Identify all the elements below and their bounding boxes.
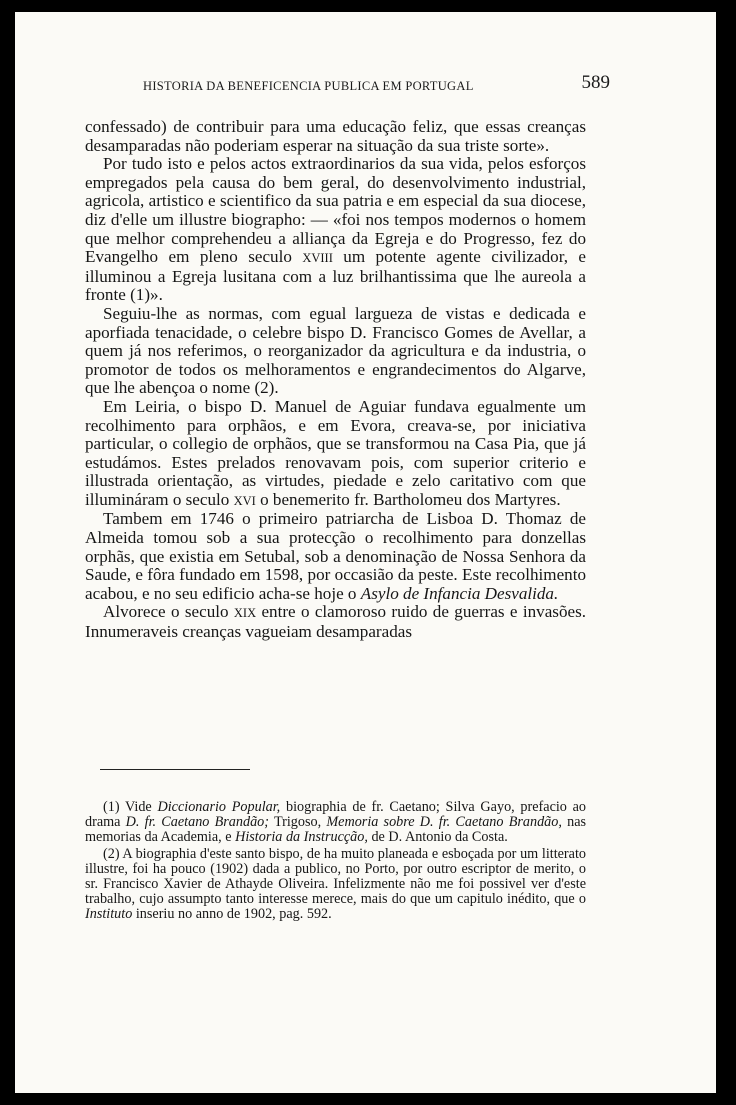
footnote-citation: D. fr. Caetano Brandão; [125,814,269,831]
paragraph-3-text: Seguiu-lhe as normas, com egual largueza de vistas e dedicada e aporfiada tenacidade, o celebre bispo D. Francisco Gomes de Avellar, a quem já nos referimos, o reorganizador da agricultura e da industria, o promotor de todos os melhoramentos e engrandecimentos do Algarve, que lhe abençoa o nome (2). [85,303,586,398]
footnote-citation: Diccionario Popular, [157,799,281,815]
paragraph-2-text-b: um potente agente civilizador, e illuminou a Egreja lusitana com a luz brilhantissima que lhe aureola a fronte (1)». [85,247,586,305]
paragraph-4 [85,398,586,511]
footnote-text: (1) Vide [103,799,152,815]
footnote-citation: Memoria sobre D. fr. Caetano Brandão, [326,814,562,831]
century-numeral: XIX [233,606,257,621]
paragraph-6-text-b: entre o clamoroso ruido de guerras e invasões. Innumeraveis creanças vagueiam desamparadas [85,602,586,642]
century-numeral: XVIII [302,251,333,266]
paragraph-4-text-b: o benemerito fr. Bartholomeu dos Martyres. [260,489,561,509]
footnote-text: Trigoso, [273,814,322,831]
paragraph-1-text: confessado) de contribuir para uma educação feliz, que essas creanças desamparadas não poderiam esperar na situação da sua triste sorte». [85,117,586,155]
footnote-text: (2) A biographia d'este santo bispo, de ha muito planeada e esboçada por um litterato illustre, foi ha pouco (1902) dada a publico, no Porto, por outro escriptor de merito, o sr. Francisco Xavier de Athayde Oliveira. Infelizmente não me foi possivel ver d'este trabalho, cujo assumpto tanto interesse merece, mais do que um capitulo inédito, que o [85,845,586,908]
footnote-divider [100,769,250,770]
footnote-citation: Instituto [85,906,133,923]
footnote-text: biographia de fr. Caetano; Silva Gayo, prefacio ao drama [85,799,587,831]
paragraph-4-text-a: Em Leiria, o bispo D. Manuel de Aguiar fundava egualmente um recolhimento para orphãos, e em Evora, creava-se, por iniciativa particular, o collegio de orphãos, que se transformou na Casa Pia, que já estudámos. Estes prelados renovavam pois, com superior criterio e illustrada orientação, as virtudes, piedade e zelo caritativo com que illumináram o seculo [85,396,586,509]
institution-name: Asylo de Infancia Desvalida. [360,583,559,603]
paragraph-3 [85,305,586,398]
page-number: 589 [581,72,610,93]
footnote-1 [85,800,586,846]
paragraph-6-text-a: Alvorece o seculo [103,602,229,622]
paragraph-6 [85,603,586,641]
footnote-text: inseriu no anno de 1902, pag. 592. [135,906,332,923]
running-title: HISTORIA DA BENEFICENCIA PUBLICA EM PORTUGAL [143,79,474,93]
footnote-text: de D. Antonio da Costa. [371,829,508,846]
body-text [85,118,586,642]
paragraph-1 [85,118,586,155]
footnote-text: nas memorias da Academia, e [85,814,587,846]
paragraph-2 [85,155,586,305]
footnote-citation: Historia da Instrucção, [235,829,368,846]
century-numeral: XVI [233,493,256,508]
footnote-2 [85,847,586,923]
footnotes [85,800,586,924]
paragraph-2-text-a: Por tudo isto e pelos actos extraordinarios da sua vida, pelos esforços empregados pela causa do bem geral, do desenvolvimento industrial, agricola, artistico e scientifico da sua patria e em especial da sua diocese, diz d'elle um illustre biographo: — «foi nos tempos modernos o homem que melhor comprehendeu a alliança da Egreja e do Progresso, fez do Evangelho em pleno seculo [85,154,586,267]
paragraph-5 [85,510,586,603]
paragraph-5-text-a: Tambem em 1746 o primeiro patriarcha de Lisboa D. Thomaz de Almeida tomou sob a sua protecção o recolhimento para donzellas orphãs, que existia em Setubal, sob a denominação de Nossa Senhora da Saude, e fôra fundado em 1598, por occasião da peste. Este recolhimento acabou, e no seu edificio acha-se hoje o [85,509,586,603]
